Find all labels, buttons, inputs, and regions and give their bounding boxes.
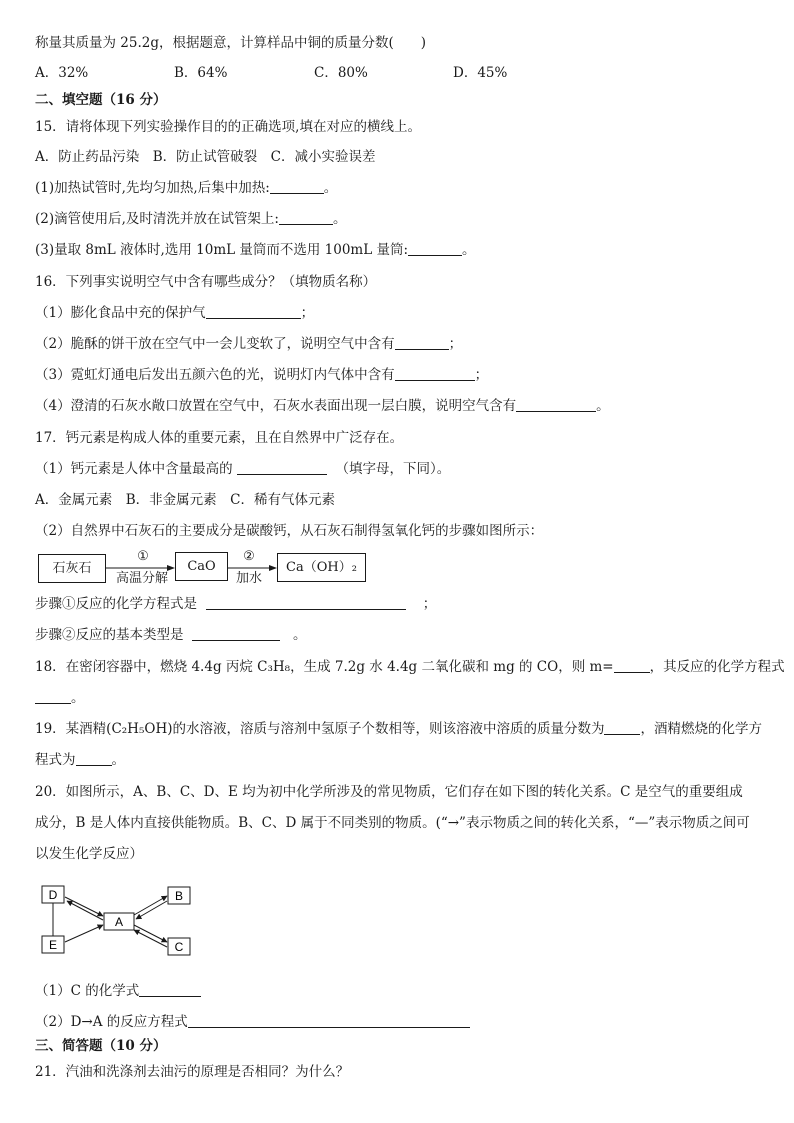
answer-blank[interactable] xyxy=(76,751,112,766)
section-3-title: 三、简答题（10 分） xyxy=(35,1038,167,1054)
q14-option-b: B．64% xyxy=(174,65,228,81)
edge-d-to-a xyxy=(65,897,103,916)
q19-line-2: 程式为 。 xyxy=(35,752,125,768)
section-2-title: 二、填空题（16 分） xyxy=(35,92,167,108)
q17-options: A．金属元素 B．非金属元素 C．稀有气体元素 xyxy=(35,492,335,508)
q14-tail: 称量其质量为 25.2g，根据题意，计算样品中铜的质量分数( ) xyxy=(35,35,427,51)
q18-line-1: 18．在密闭容器中，燃烧 4.4g 丙烷 C₃H₈，生成 7.2g 水 4.4g 二氧化碳和 mg 的 CO，则 m= ，其反应的化学方程式 xyxy=(35,659,785,675)
q16-item-2: （2）脆酥的饼干放在空气中一会儿变软了，说明空气中含有 ； xyxy=(35,336,463,352)
answer-blank[interactable] xyxy=(188,1013,470,1028)
q16-item-1: （1）膨化食品中充的保护气 ； xyxy=(35,305,315,321)
q15-stem: 15．请将体现下列实验操作目的的正确选项,填在对应的横线上。 xyxy=(35,119,421,135)
answer-blank[interactable] xyxy=(206,304,301,319)
flow-step-1-condition: 高温分解 xyxy=(115,571,168,586)
answer-blank[interactable] xyxy=(516,397,596,412)
q14-option-a: A．32% xyxy=(35,65,89,81)
node-e-label: E xyxy=(48,938,58,952)
q20-line-1: 20．如图所示，A、B、C、D、E 均为初中化学所涉及的常见物质，它们存在如下图的转化关系。C 是空气的重要组成 xyxy=(35,784,743,800)
answer-blank[interactable] xyxy=(604,720,640,735)
answer-blank[interactable] xyxy=(395,335,449,350)
q15-item-3: (3)量取 8mL 液体时,选用 10mL 量筒而不选用 100mL 量筒: 。 xyxy=(35,242,476,258)
edge-e-to-a xyxy=(65,925,103,942)
q14-option-d: D．45% xyxy=(453,65,508,81)
edge-a-to-d xyxy=(67,901,103,920)
answer-blank[interactable] xyxy=(408,241,462,256)
q18-line-2: 。 xyxy=(35,688,85,708)
limestone-flow-diagram xyxy=(38,551,378,595)
q20-item-2: （2）D→A 的反应方程式 xyxy=(35,1012,470,1032)
answer-blank[interactable] xyxy=(35,689,71,704)
edge-a-to-c xyxy=(134,925,167,942)
q20-item-1: （1）C 的化学式 xyxy=(35,981,201,1001)
answer-blank[interactable] xyxy=(139,982,201,997)
flow-arrows xyxy=(38,551,378,595)
edge-a-to-b xyxy=(134,896,167,915)
answer-blank[interactable] xyxy=(237,460,327,475)
q20-line-2: 成分，B 是人体内直接供能物质。B、C、D 属于不同类别的物质。(“→”表示物质之间的转化关系，“—”表示物质之间可 xyxy=(35,815,750,831)
answer-blank[interactable] xyxy=(614,658,650,673)
q17-step-2: 步骤②反应的基本类型是 。 xyxy=(35,627,307,643)
answer-blank[interactable] xyxy=(206,595,406,610)
q17-item-2: （2）自然界中石灰石的主要成分是碳酸钙，从石灰石制得氢氧化钙的步骤如图所示： xyxy=(35,523,544,539)
answer-blank[interactable] xyxy=(395,366,475,381)
q15-item-1: (1)加热试管时,先均匀加热,后集中加热: 。 xyxy=(35,180,338,196)
edge-c-to-a xyxy=(134,930,167,947)
node-c-label: C xyxy=(174,940,184,954)
answer-blank[interactable] xyxy=(192,626,280,641)
q20-line-3: 以发生化学反应） xyxy=(35,846,143,862)
q16-item-4: （4）澄清的石灰水敞口放置在空气中，石灰水表面出现一层白膜，说明空气含有 。 xyxy=(35,398,610,414)
q17-step-1: 步骤①反应的化学方程式是 ； xyxy=(35,596,437,612)
flow-box-cao: CaO xyxy=(175,552,228,581)
node-b-label: B xyxy=(174,889,184,903)
node-d-label: D xyxy=(48,888,58,902)
substance-relationship-diagram xyxy=(40,884,210,956)
q16-stem: 16．下列事实说明空气中含有哪些成分？（填物质名称） xyxy=(35,274,377,290)
q15-options: A．防止药品污染 B．防止试管破裂 C．减小实验误差 xyxy=(35,149,376,165)
q17-item-1: （1）钙元素是人体中含量最高的 （填字母，下同）。 xyxy=(35,461,451,477)
flow-box-limestone: 石灰石 xyxy=(38,554,106,583)
flow-step-2-number: ② xyxy=(243,549,255,564)
q14-option-c: C．80% xyxy=(314,65,368,81)
q15-item-2: (2)滴管使用后,及时清洗并放在试管架上: 。 xyxy=(35,211,347,227)
answer-blank[interactable] xyxy=(279,210,333,225)
flow-step-2-condition: 加水 xyxy=(235,571,262,586)
flow-step-1-number: ① xyxy=(137,549,149,564)
q21-text: 21．汽油和洗涤剂去油污的原理是否相同？为什么？ xyxy=(35,1064,350,1080)
edge-b-to-a xyxy=(136,901,167,919)
answer-blank[interactable] xyxy=(270,179,324,194)
q19-line-1: 19．某酒精(C₂H₅OH)的水溶液，溶质与溶剂中氢原子个数相等，则该溶液中溶质的质量分数为 ，酒精燃烧的化学方 xyxy=(35,721,762,737)
q17-stem: 17．钙元素是构成人体的重要元素，且在自然界中广泛存在。 xyxy=(35,430,404,446)
flow-box-caoh2: Ca（OH）₂ xyxy=(277,553,366,582)
q16-item-3: （3）霓虹灯通电后发出五颜六色的光，说明灯内气体中含有 ； xyxy=(35,367,489,383)
node-a-label: A xyxy=(114,915,124,929)
